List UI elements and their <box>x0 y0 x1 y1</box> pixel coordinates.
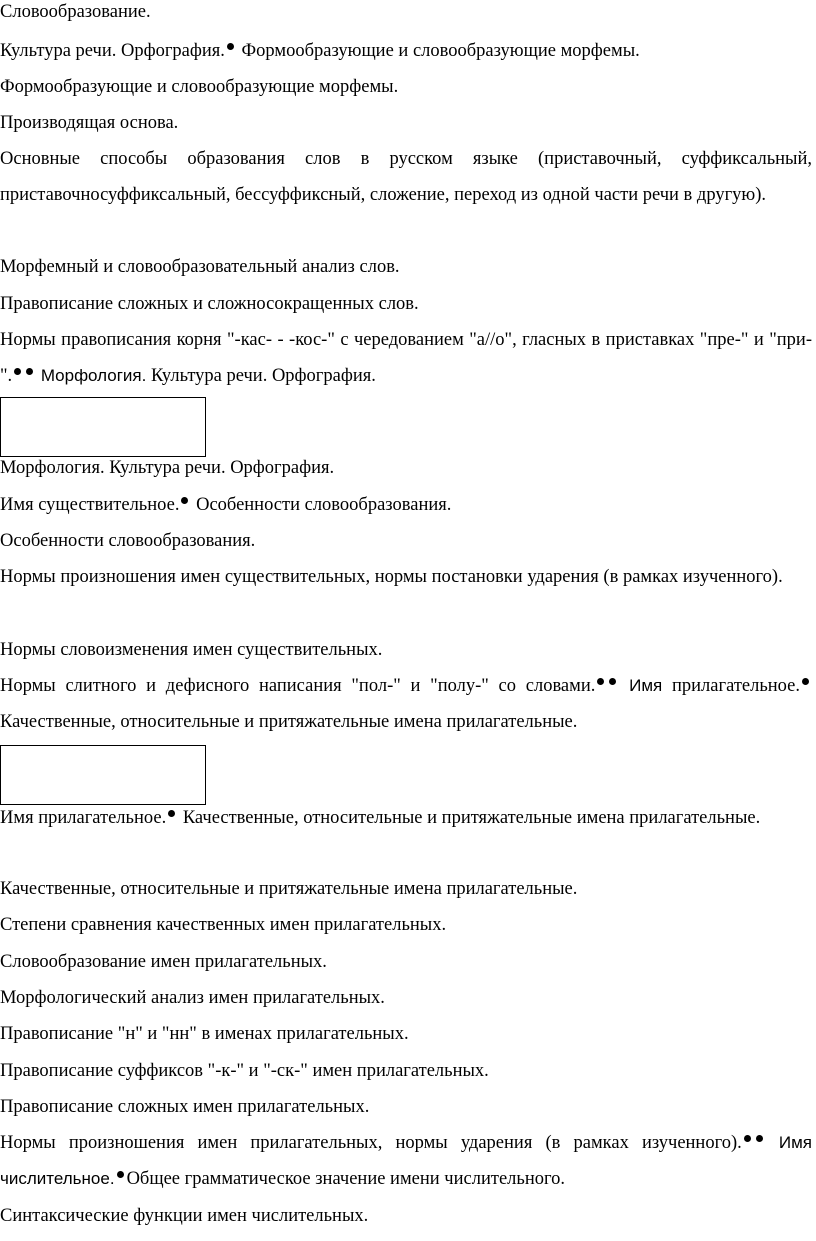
line-text: Правописание сложных имен прилагательных. <box>0 1097 370 1117</box>
bullet-icon <box>756 1135 763 1142</box>
line-text: Нормы слитного и дефисного написания "пол-" и "полу-" со словами. <box>0 676 596 696</box>
line-text: Правописание "н" и "нн" в именах прилагательных. <box>0 1024 409 1044</box>
bullet-icon <box>117 1171 124 1178</box>
line-text: прилагательное. <box>662 676 800 696</box>
bullet-icon <box>26 368 33 375</box>
line-text: Правописание суффиксов "-к-" и "-ск-" имен прилагательных. <box>0 1061 489 1081</box>
text-line <box>0 980 812 1016</box>
line-text: Словообразование имен прилагательных. <box>0 952 327 972</box>
empty-frame <box>0 397 206 457</box>
line-text: Имя существительное. <box>0 495 180 515</box>
text-line <box>0 450 812 486</box>
empty-frame <box>0 745 206 805</box>
text-line <box>0 1016 812 1052</box>
text-line <box>0 105 812 141</box>
text-paragraph <box>0 1125 812 1197</box>
line-text: Общее грамматическое значение имени числительного. <box>126 1169 565 1189</box>
line-text: Качественные, относительные и притяжательные имена прилагательные. <box>178 808 761 828</box>
text-line <box>0 487 812 523</box>
text-line <box>0 249 812 285</box>
line-text: Имя прилагательное. <box>0 808 167 828</box>
line-text: Морфологический анализ имен прилагательных. <box>0 988 385 1008</box>
line-text: Морфология. Культура речи. Орфография. <box>0 458 335 478</box>
text-line <box>0 871 812 907</box>
line-text: Производящая основа. <box>0 113 179 133</box>
line-text: Нормы произношения имен существительных, нормы постановки ударения (в рамках изученного). <box>0 567 783 587</box>
text-paragraph <box>0 141 812 213</box>
text-paragraph <box>0 559 812 595</box>
line-text: Имя числительное. <box>0 1133 813 1188</box>
line-text: Нормы произношения имен прилагательных, нормы ударения (в рамках изученного). <box>0 1133 742 1153</box>
line-text: Степени сравнения качественных имен прилагательных. <box>0 915 447 935</box>
text-line <box>0 632 812 668</box>
text-line <box>0 1053 812 1089</box>
line-text: Правописание сложных и сложносокращенных слов. <box>0 294 419 314</box>
text-line <box>0 523 812 559</box>
line-text: Синтаксические функции имен числительных. <box>0 1206 369 1226</box>
bullet-icon <box>168 810 175 817</box>
line-text: Культура речи. Орфография. <box>0 41 225 61</box>
line-text: Имя <box>629 676 663 695</box>
bullet-icon <box>597 678 604 685</box>
line-text: Морфемный и словообразовательный анализ слов. <box>0 257 400 277</box>
text-line <box>0 0 812 30</box>
text-paragraph <box>0 322 812 394</box>
line-text: Качественные, относительные и притяжательные имена прилагательные. <box>0 712 578 732</box>
text-line <box>0 1089 812 1125</box>
bullet-icon <box>14 368 21 375</box>
bullet-icon <box>744 1135 751 1142</box>
line-text: Особенности словообразования. <box>191 495 452 515</box>
line-text: Нормы словоизменения имен существительных. <box>0 640 383 660</box>
text-line <box>0 286 812 322</box>
text-line <box>0 944 812 980</box>
line-text: Формообразующие и словообразующие морфемы. <box>0 77 399 97</box>
line-text: Формообразующие и словообразующие морфемы. <box>236 41 640 61</box>
line-text: Словообразование. <box>0 2 151 22</box>
line-text: Культура речи. Орфография. <box>146 366 376 386</box>
text-line <box>0 69 812 105</box>
bullet-icon <box>227 43 234 50</box>
text-paragraph <box>0 668 812 740</box>
line-text: Качественные, относительные и притяжательные имена прилагательные. <box>0 879 578 899</box>
text-line <box>0 907 812 943</box>
line-text: Нормы правописания корня "-кас- - -кос-" с чередованием "а//о", гласных в приставках "пре-" и "при-". <box>0 330 812 386</box>
bullet-icon <box>802 678 809 685</box>
line-text: Особенности словообразования. <box>0 531 256 551</box>
bullet-icon <box>609 678 616 685</box>
text-paragraph <box>0 800 812 836</box>
bullet-icon <box>181 497 188 504</box>
line-text: Морфология. <box>40 366 147 385</box>
line-text: Основные способы образования слов в русском языке (приставочный, суффиксальный, приставочносуффиксальный, бессуффиксный, сложение, переход из одной части речи в другую). <box>0 149 812 205</box>
text-line <box>0 33 812 69</box>
text-line <box>0 1198 812 1234</box>
